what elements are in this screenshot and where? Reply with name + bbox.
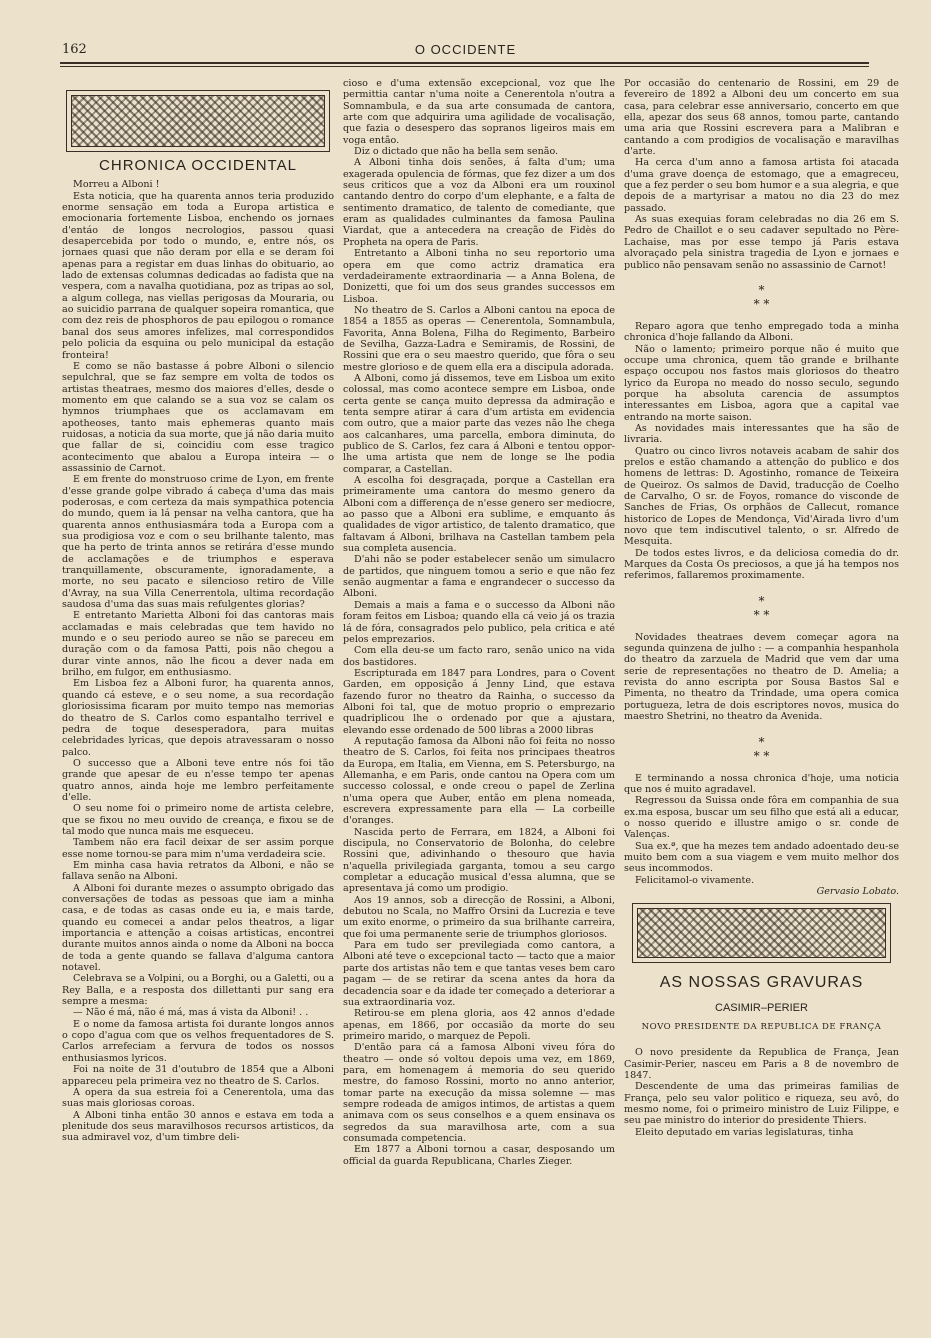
paragraph: De todos estes livros, e da deliciosa comedia do dr. Marques da Costa Os preciosos, a que já ha tempos nos referimos, fallaremos proximamente. bbox=[624, 547, 899, 582]
paragraph: Ha cerca d'um anno a famosa artista foi atacada d'uma grave doença de estomago, que a emagreceu, que a fez perder o seu bom humor e a sua alegria, e que depois de a martyrisar a matou no dia 23 do mez passado. bbox=[624, 157, 899, 214]
paragraph: Sua ex.ª, que ha mezes tem andado adoentado deu-se muito bem com a sua viagem e vem muito melhor dos seus incommodos. bbox=[624, 840, 899, 875]
page-number: 162 bbox=[62, 42, 87, 57]
paragraph: Em minha casa havia retratos da Alboni, e não se fallava senão na Alboni. bbox=[62, 859, 334, 883]
paragraph: Foi na noite de 31 d'outubro de 1854 que a Alboni appareceu pela primeira vez no theatro de S. Carlos. bbox=[62, 1064, 334, 1087]
paragraph: E como se não bastasse á pobre Alboni o silencio sepulchral, que se faz sempre em volta de todos os artistas theatraes, mesmo dos maiores d'elles, desde o momento em que calando se a sua voz se calam os hymnos triumphaes que os acclamavam em apotheoses, tanto mais ephemeras quanto mais ruidosas, a noticia da sua morte, que já não daria muito que fallar de si, coincidiu com esse tragico acontecimento que abalou a Europa inteira — o assassinio de Carnot. bbox=[62, 360, 334, 474]
paragraph: Esta noticia, que ha quarenta annos teria produzido enorme sensação em toda a Europa artistica e emocionaria fortemente Lisboa, enchendo os jornaes d'entáo de longos necrologios, passou quasi desapercebida por todo o mundo, e, entre nós, os jornaes quasi que não deram por ella e se deram foi apenas para a registar em duas linhas do obituario, ao lado de extensas columnas dedicadas ao fadista que na vespera, com a navalha quotidiana, poz as tripas ao sol, a algum collega, nas viellas perigosas da Mouraria, ou ao suicidio parrana de qualquer sopeira romantica, que com dez reis de phosphoros de pau epilogou o romance banal dos seus amores infelizes, mal correspondidos pelo policia da esquina ou pelo municipal da estação fronteira! bbox=[62, 190, 334, 361]
paragraph: D'ahi não se poder estabelecer senão um simulacro de partidos, que ninguem tomou a serio e que não fez senão augmentar a fama e engrandecer o successo da Alboni. bbox=[343, 554, 615, 600]
paragraph: E o nome da famosa artista foi durante longos annos o copo d'agua com que os velhos frequentadores de S. Carlos arrefeciam a fervura de todos os nossos enthusiasmos lyricos. bbox=[62, 1018, 334, 1064]
gravuras-title: AS NOSSAS GRAVURAS bbox=[659, 974, 864, 992]
paragraph: E entretanto Marietta Alboni foi das cantoras mais acclamadas e mais celebradas que tem havido no mundo e o seu periodo aureo se não se pareceu em duração com o da famosa Patti, pois não chegou a durar vinte annos, não lhe ficou a dever nada em brilho, em fulgor, em enthusiasmo. bbox=[62, 610, 334, 679]
header-rule-thin bbox=[60, 66, 869, 67]
paragraph: Descendente de uma das primeiras familias de França, pelo seu valor politico e riqueza, seu avô, do mesmo nome, foi o primeiro ministro de Luiz Filippe, e seu pae ministro do interior do presidente Thiers. bbox=[624, 1081, 899, 1127]
paragraph: Em Lisboa fez a Alboni furor, ha quarenta annos, quando cá esteve, e o seu nome, a sua recordação gloriosissima ficaram por muito tempo nas memorias do theatro de S. Carlos como espantalho terrivel e pedra de toque desesperadora, para muitas celebridades lyricas, que depois atravessaram o nosso palco. bbox=[62, 678, 334, 758]
section-separator: * * * bbox=[753, 282, 770, 311]
paragraph: No theatro de S. Carlos a Alboni cantou na epoca de 1854 a 1855 as operas — Cenerentola, Somnambula, Favorita, Anna Bolena, Filha do Regimento, Barbeiro de Sevilha, Gazza-Ladra e Semiramis, de Rossini, de Rossini que era o seu maestro querido, que fôra o seu mestre glorioso e de quem ella era a discipula adorada. bbox=[343, 304, 615, 373]
paragraph: Morreu a Alboni ! bbox=[73, 179, 160, 191]
gravuras-subtitle-secondary: NOVO PRESIDENTE DA REPUBLICA DE FRANÇA bbox=[641, 1021, 882, 1032]
paragraph: Novidades theatraes devem começar agora na segunda quinzena de julho : — a companhia hespanhola do theatro da zarzuela de Madrid que vem dar uma serie de representações no theatro de D. Amelia; a revista do anno escripta por Sousa Bastos Sal e Pimenta, no theatro da Trindade, uma opera comica portugueza, letra de dois escriptores novos, musica do maestro Shetrini, no theatro da Avenida. bbox=[624, 631, 899, 723]
paragraph: Retirou-se em plena gloria, aos 42 annos d'edade apenas, em 1866, por occasião da morte do seu primeiro marido, o marquez de Pepoli. bbox=[343, 1008, 615, 1042]
paragraph: A reputação famosa da Alboni não foi feita no nosso theatro de S. Carlos, foi feita nos principaes theatros da Europa, em Italia, em Vienna, em S. Petersburgo, na Allemanha, e em Paris, onde cantou na Opera com um successo colossal, e onde creou o papel de Zerlina n'uma opera que Auber, então em plena nomeada, escrevera expressamente para ella — La corbeille d'oranges. bbox=[343, 735, 615, 827]
paragraph: Diz o dictado que não ha bella sem senão. bbox=[354, 146, 559, 158]
paragraph: Regressou da Suissa onde fôra em companhia de sua ex.ma esposa, buscar um seu filho que está ali a educar, o nosso querido e illustre amigo o sr. conde de Valenças. bbox=[624, 795, 899, 841]
paragraph: E em frente do monstruoso crime de Lyon, em frente d'esse grande golpe vibrado á cabeça d'uma das mais poderosas, e com certeza da mais sympathica potencia do mundo, quem ia lá pensar na velha cantora, que ha quarenta annos enthusiasmára toda a Europa com a sua prodigiosa voz e com o seu brilhante talento, mas que ha perto de trinta annos se retirára d'esse mundo de acclamações e de triumphos e esperava tranquillamente, obscuramente, ignoradamente, a morte, no seu pacato e silencioso retiro de Ville d'Avray, na sua Villa Cenerrentola, ultima recordação saudosa d'uma das suas mais refulgentes glorias? bbox=[62, 474, 334, 611]
paragraph: Não o lamento; primeiro porque não é muito que occupe uma chronica, quem tão grande e brilhante espaço occupou nos fastos mais gloriosos do theatro lyrico da Europa no meado do nosso seculo, segundo porque ha absoluta carencia de assumptos interessantes em Lisboa, agora que a capital vae entrando na morte saison. bbox=[624, 343, 899, 423]
paragraph: O seu nome foi o primeiro nome de artista celebre, que se fixou no meu ouvido de creança, e fixou se de tal modo que nunca mais me esqueceu. bbox=[62, 803, 334, 837]
decorative-section-ornament bbox=[632, 903, 891, 963]
paragraph: A Alboni, como já dissemos, teve em Lisboa um exito colossal, mas como acontece sempre em Lisboa, onde certa gente se cança muito depressa da admiração e tenta sempre atirar á cara d'um artista em evidencia com outro, que a maior parte das vezes não lhe chega aos calcanhares, uma parcella, embora diminuta, do publico de S. Carlos, fez cara á Alboni e tentou oppor-lhe uma artista que nem de longe se lhe podia comparar, a Castellan. bbox=[343, 372, 615, 475]
chronica-title: CHRONICA OCCIDENTAL bbox=[99, 157, 297, 174]
paragraph: Felicitamol-o vivamente. bbox=[635, 874, 755, 886]
paragraph: Com ella deu-se um facto raro, senão unico na vida dos bastidores. bbox=[343, 645, 615, 668]
paragraph: A Alboni foi durante mezes o assumpto obrigado das conversações de todas as pessoas que iam a minha casa, e de todas as casas onde eu ia, e mais tarde, quando eu comecei a andar pelos theatros, a ligar importancia e attenção a coisas artisticas, encontrei durante muitos annos ainda o nome da Alboni na bocca de toda a gente quando se fallava d'alguma cantora notavel. bbox=[62, 882, 334, 974]
paragraph: — Não é má, não é má, mas á vista da Alboni! . . bbox=[73, 1007, 309, 1019]
paragraph: Tambem não era facil deixar de ser assim porque esse nome tornou-se para mim n'uma verdadeira scie. bbox=[62, 837, 334, 860]
paragraph: cioso e d'uma extensão excepcional, voz que lhe permittia cantar n'uma noite a Cenerentola n'outra a Somnambula, e da sua arte consumada de cantora, arte com que adquirira uma agilidade de vocalisação, que fazia o desespero das sopranos ligeiros mais em voga então. bbox=[343, 78, 615, 146]
paragraph: Reparo agora que tenho empregado toda a minha chronica d'hoje fallando da Alboni. bbox=[624, 320, 899, 344]
paragraph: O successo que a Alboni teve entre nós foi tão grande que apesar de eu n'esse tempo ter apenas quatro annos, ainda hoje me lembro perfeitamente d'elle. bbox=[62, 757, 334, 803]
paragraph: As novidades mais interessantes que ha são de livraria. bbox=[624, 422, 899, 446]
paragraph: Quatro ou cinco livros notaveis acabam de sahir dos prelos e estão chamando a attenção do publico e dos homens de lettras: D. Agostinho, romance de Teixeira de Queiroz. Os salmos de David, traducção de Coelho de Carvalho, O sr. de Foyos, romance do visconde de Sanches de Frias, Os orphãos de Callecut, romance historico de Lopes de Mendonça, Vid'Airada livro d'um novo que tem indiscutivel talento, o sr. Alfredo de Mesquita. bbox=[624, 445, 899, 548]
paragraph: Demais a mais a fama e o successo da Alboni não foram feitos em Lisboa; quando ella cá veio já os trazia lá de fóra, consagrados pelo publico, pela critica e até pelos emprezarios. bbox=[343, 599, 615, 645]
paragraph: Entretanto a Alboni tinha no seu reportorio uma opera em que como actriz dramatica era verdadeiramente extraordinaria — a Anna Bolena, de Donizetti, que foi um dos seus grandes successos em Lisboa. bbox=[343, 248, 615, 305]
paragraph: Eleito deputado em varias legislaturas, tinha bbox=[635, 1126, 854, 1138]
paragraph: A escolha foi desgraçada, porque a Castellan era primeiramente uma cantora do mesmo genero da Alboni com a differença de n'esse genero ser mediocre, ao passo que a Alboni era sublime, e emquanto ás qualidades de vigor artistico, de talento dramatico, que faltavam á Alboni, brilhava na Castellan tambem pela sua completa ausencia. bbox=[343, 475, 615, 555]
column-2 bbox=[343, 78, 615, 1328]
paragraph: As suas exequias foram celebradas no dia 26 em S. Pedro de Chaillot e o seu cadaver sepultado no Père-Lachaise, mas por esse tempo já Paris estava alvoraçado pela sinistra tragedia de Lyon e jornaes e publico não pensavam senão no assassinio de Carnot! bbox=[624, 214, 899, 271]
paragraph: Em 1877 a Alboni tornou a casar, desposando um official da guarda Republicana, Charles Zieger. bbox=[343, 1144, 615, 1167]
paragraph: A Alboni tinha então 30 annos e estava em toda a plenitude dos seus maravilhosos recursos artisticos, da sua admiravel voz, d'um timbre deli- bbox=[62, 1109, 334, 1144]
section-separator: * * * bbox=[753, 593, 770, 622]
paragraph: E terminando a nossa chronica d'hoje, uma noticia que nos é muito agradavel. bbox=[624, 772, 899, 795]
paragraph: O novo presidente da Republica de França, Jean Casimir-Perier, nasceu em Paris a 8 de novembro de 1847. bbox=[624, 1047, 899, 1081]
author-signature: Gervasio Lobato. bbox=[816, 885, 899, 897]
paragraph: D'então para cá a famosa Alboni viveu fóra do theatro — onde só voltou depois uma vez, em 1869, para, em homenagem á memoria do seu querido mestre, do famoso Rossini, morto no anno anterior, tomar parte na execução da missa solemne — mas sempre rodeada de amigos intimos, de artistas a quem animava com os seus conselhos e a quem ensinava os segredos da sua maravilhosa arte, com a sua consumada competencia. bbox=[343, 1042, 615, 1144]
column-3 bbox=[624, 78, 899, 1328]
column-1 bbox=[62, 78, 334, 1328]
journal-title: O OCCIDENTE bbox=[414, 42, 517, 57]
paragraph: Aos 19 annos, sob a direcção de Rossini, a Alboni, debutou no Scala, no Maffro Orsini da Lucrezia e teve um exito enorme, o primeiro da sua brilhante carreira, que foi uma permanente serie de triumphos gloriosos. bbox=[343, 894, 615, 940]
paragraph: Celebrava se a Volpini, ou a Borghi, ou a Galetti, ou a Rey Balla, e a resposta dos dillettanti pur sang era sempre a mesma: bbox=[62, 973, 334, 1008]
paragraph: A Alboni tinha dois senões, á falta d'um; uma exagerada opulencia de fórmas, que fez dizer a um dos seus criticos que a voz da Alboni era um rouxinol cantando dentro do corpo d'um elephante, e a falta de sentimento dramatico, de talento de comediante, que eram as qualidades culminantes da famosa Paulina Viardat, que a antecedera na creação de Fidès do Propheta na opera de Paris. bbox=[343, 157, 615, 248]
paragraph: Escripturada em 1847 para Londres, para o Covent Garden, em opposição á Jenny Lind, que estava fazendo furor no theatro da Rainha, o successo da Alboni foi tal, que de motuo proprio o emprezario quadriplicou lhe o ordenado por que a ajustara, elevando esse ordenado de 500 libras a 2000 libras bbox=[343, 667, 615, 736]
decorative-header-ornament bbox=[66, 90, 330, 152]
header-rule bbox=[60, 62, 869, 64]
paragraph: Nascida perto de Ferrara, em 1824, a Alboni foi discipula, no Conservatorio de Bolonha, do celebre Rossini que, adivinhando o thesouro que havia n'aquella privilegiada garganta, tomou a seu cargo completar a educação musical d'essa alumna, que se apresentava já como um prodigio. bbox=[343, 826, 615, 895]
paragraph: A opera da sua estreia foi a Cenerentola, uma das suas mais gloriosas coroas. bbox=[62, 1086, 334, 1110]
paragraph: Para em tudo ser previlegiada como cantora, a Alboni até teve o excepcional tacto — tacto que a maior parte dos artistas não tem e que tantas veses bem caro pagam — de se retirar da scena antes da hora da decadencia soar e da idade ter começado a deteriorar a sua extraordinaria voz. bbox=[343, 940, 615, 1008]
gravuras-subtitle: CASIMIR–PERIER bbox=[715, 1001, 808, 1014]
paragraph: Por occasião do centenario de Rossini, em 29 de fevereiro de 1892 a Alboni deu um concerto em sua casa, para celebrar esse anniversario, concerto em que ella, apezar dos seus 68 annos, tomou parte, cantando uma aria que Rossini escrevera para a Malibran e cantando a com prodigios de vocalisação e maravilhas d'arte. bbox=[624, 78, 899, 158]
section-separator: * * * bbox=[753, 734, 770, 763]
